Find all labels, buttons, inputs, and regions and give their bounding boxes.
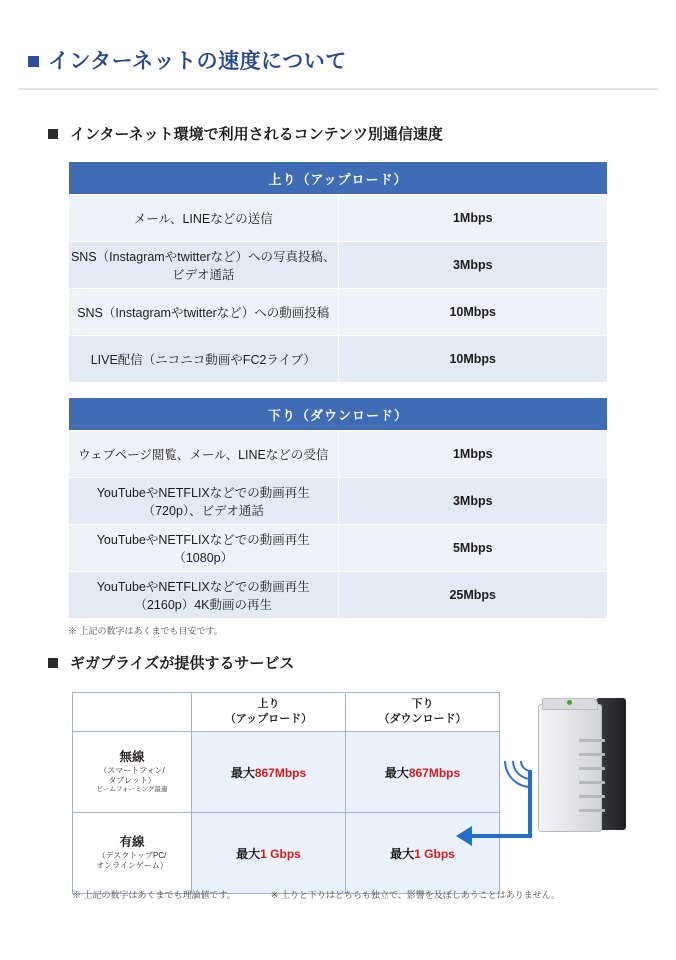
service-speed-table (72, 692, 500, 894)
table-row (69, 478, 608, 525)
page-header (28, 36, 648, 84)
router-body (538, 704, 602, 832)
row-label: YouTubeやNETFLIXなどでの動画再生（2160p）4K動画の再生 (69, 572, 339, 619)
table-row (69, 572, 608, 619)
cell-wired-download-value: 1 Gbps (414, 846, 455, 861)
table-row (69, 242, 608, 289)
table-row (69, 336, 608, 383)
row-label-wired (73, 813, 192, 894)
table-row (69, 525, 608, 572)
row-label: メール、LINEなどの送信 (69, 195, 339, 242)
row-label: YouTubeやNETFLIXなどでの動画再生（1080p） (69, 525, 339, 572)
cell-wireless-download-value: 867Mbps (408, 765, 461, 780)
upload-speed-table (68, 161, 608, 383)
table-row (69, 289, 608, 336)
table-row (69, 431, 608, 478)
table-header-row (69, 162, 608, 195)
cell-wireless-upload-value: 867Mbps (254, 765, 307, 780)
section-heading-services (48, 652, 294, 673)
row-value: 3Mbps (338, 242, 608, 289)
page-title: インターネットの速度について (48, 50, 347, 73)
note-approximate-values: ※ 上記の数字はあくまでも目安です。 (68, 626, 223, 636)
column-header-upload-line1: 上り (257, 698, 280, 711)
row-value: 1Mbps (338, 431, 608, 478)
router-status-led-icon (567, 700, 572, 705)
table-header-row (73, 693, 500, 732)
cell-wired-download-prefix: 最大 (390, 846, 415, 861)
cell-wired-upload (192, 813, 346, 894)
cell-wireless-download-prefix: 最大 (384, 765, 409, 780)
header-bullet-icon (28, 56, 39, 67)
cell-wireless-upload (192, 732, 346, 813)
row-value: 3Mbps (338, 478, 608, 525)
row-label-wireless-sub1: （スマートフォン/ (99, 765, 165, 775)
wifi-router-illustration (510, 694, 660, 854)
row-value: 5Mbps (338, 525, 608, 572)
cell-wired-download (346, 813, 500, 894)
column-header-upload-line2: （アップロード） (224, 713, 313, 725)
column-header-download (346, 693, 500, 732)
note2-part2: ※ 上りと下りはどちらも独立で、影響を及ぼしあうことはありません。 (270, 890, 561, 900)
header-divider (18, 88, 658, 90)
download-speed-table (68, 397, 608, 619)
square-bullet-icon (48, 129, 58, 139)
row-label: LIVE配信（ニコニコ動画やFC2ライブ） (69, 336, 339, 383)
row-value: 10Mbps (338, 336, 608, 383)
row-label-wireless-note: ビームフォーミング最適 (96, 786, 168, 794)
cell-wired-upload-value: 1 Gbps (260, 846, 301, 861)
table-row (69, 195, 608, 242)
row-label-wireless-sub2: タブレット） (108, 775, 156, 785)
column-header-upload (192, 693, 346, 732)
row-label: ウェブページ閲覧、メール、LINEなどの受信 (69, 431, 339, 478)
column-header-download-line2: （ダウンロード） (378, 713, 467, 725)
section2-label: ギガプライズが提供するサービス (70, 655, 295, 672)
table-row-wireless (73, 732, 500, 813)
row-label-wireless (73, 732, 192, 813)
lan-cable-horizontal (470, 834, 532, 838)
cell-wireless-download (346, 732, 500, 813)
row-label-wireless-title: 無線 (119, 750, 145, 765)
download-table-header: 下り（ダウンロード） (69, 398, 608, 431)
table-header-row (69, 398, 608, 431)
lan-cable-vertical (528, 770, 532, 838)
note2-part1: ※ 上記の数字はあくまでも理論値です。 (72, 890, 236, 900)
section-heading-content-speeds (48, 123, 443, 144)
row-value: 25Mbps (338, 572, 608, 619)
row-label: SNS（Instagramやtwitterなど）への動画投稿 (69, 289, 339, 336)
column-header-download-line1: 下り (411, 698, 434, 711)
cell-wired-upload-prefix: 最大 (236, 846, 261, 861)
note-theoretical-values (72, 888, 560, 901)
row-label-wired-sub2: オンラインゲーム） (96, 861, 168, 871)
corner-cell (73, 693, 192, 732)
row-label-wired-sub1: （デスクトップPC/ (97, 850, 167, 860)
square-bullet-icon (48, 658, 58, 668)
row-value: 1Mbps (338, 195, 608, 242)
row-label: YouTubeやNETFLIXなどでの動画再生（720p）、ビデオ通話 (69, 478, 339, 525)
cell-wireless-upload-prefix: 最大 (230, 765, 255, 780)
upload-table-header: 上り（アップロード） (69, 162, 608, 195)
table-row-wired (73, 813, 500, 894)
row-value: 10Mbps (338, 289, 608, 336)
row-label: SNS（Instagramやtwitterなど）への写真投稿、ビデオ通話 (69, 242, 339, 289)
lan-cable-arrow-icon (456, 826, 472, 846)
section1-label: インターネット環境で利用されるコンテンツ別通信速度 (70, 126, 443, 143)
row-label-wired-title: 有線 (119, 835, 145, 850)
